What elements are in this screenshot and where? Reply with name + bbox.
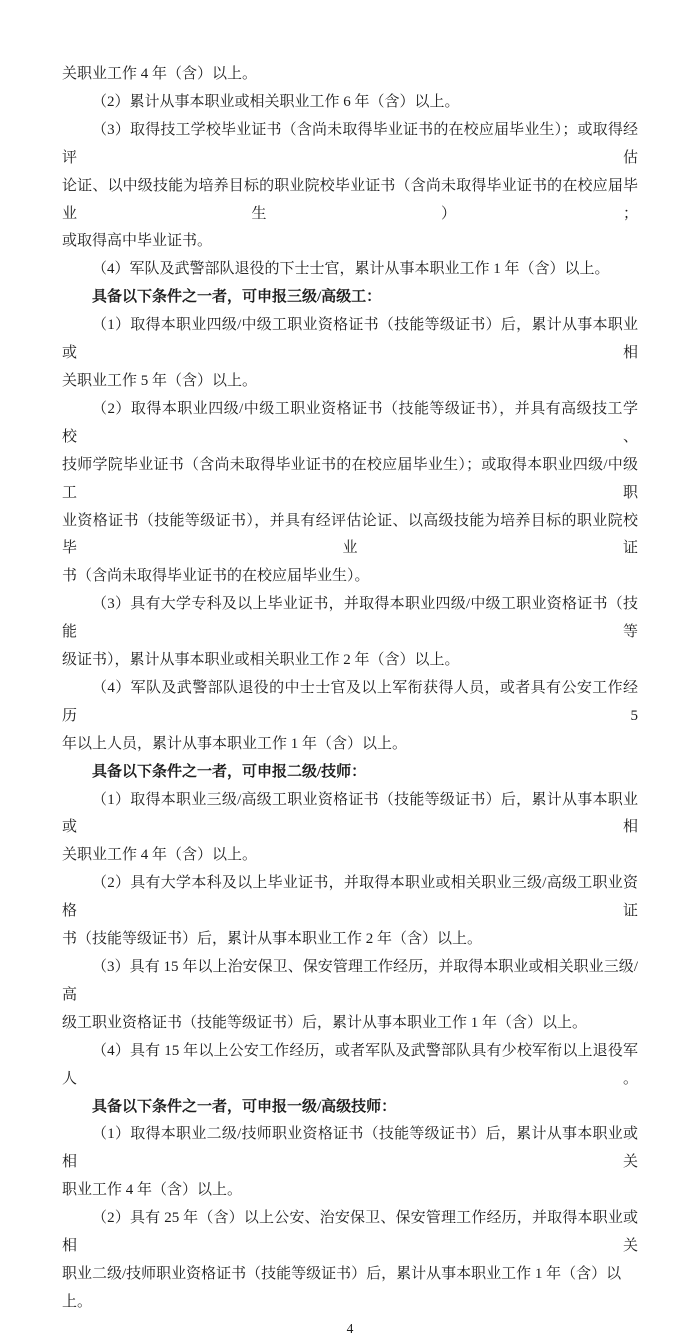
- text-line: 或取得高中毕业证书。: [62, 233, 213, 250]
- document-body: [62, 61, 638, 1317]
- text-line: 级证书），累计从事本职业或相关职业工作 2 年（含）以上。: [62, 652, 460, 669]
- text-line: 关职业工作 5 年（含）以上。: [62, 372, 258, 389]
- text-line: （2）累计从事本职业或相关职业工作 6 年（含）以上。: [92, 93, 460, 110]
- text-line: （2）取得本职业四级/中级工职业资格证书（技能等级证书），并具有高级技工学校、: [62, 400, 638, 445]
- text-line: （4）具有 15 年以上公安工作经历，或者军队及武警部队具有少校军衔以上退役军人。: [62, 1042, 638, 1087]
- text-line: 技师学院毕业证书（含尚未取得毕业证书的在校应届毕业生）；或取得本职业四级/中级工职: [62, 456, 638, 501]
- section-heading: 具备以下条件之一者，可申报一级/高级技师：: [92, 1098, 397, 1115]
- text-line: （2）具有大学本科及以上毕业证书，并取得本职业或相关职业三级/高级工职业资格证: [62, 875, 638, 920]
- text-line: 业资格证书（技能等级证书），并具有经评估论证、以高级技能为培养目标的职业院校毕业证: [62, 512, 638, 557]
- text-line: 职业二级/技师职业资格证书（技能等级证书）后，累计从事本职业工作 1 年（含）以上。: [62, 1265, 622, 1310]
- section-heading: 具备以下条件之一者，可申报三级/高级工：: [92, 289, 382, 306]
- text-line: 职业工作 4 年（含）以上。: [62, 1182, 243, 1199]
- text-line: （3）取得技工学校毕业证书（含尚未取得毕业证书的在校应届毕业生）；或取得经评估: [62, 121, 638, 166]
- text-line: （1）取得本职业四级/中级工职业资格证书（技能等级证书）后，累计从事本职业或相: [62, 317, 638, 362]
- text-line: 论证、以中级技能为培养目标的职业院校毕业证书（含尚未取得毕业证书的在校应届毕业生）；: [62, 177, 638, 222]
- text-line: 书（技能等级证书）后，累计从事本职业工作 2 年（含）以上。: [62, 931, 483, 948]
- text-line: 书（含尚未取得毕业证书的在校应届毕业生）。: [62, 568, 370, 585]
- text-line: （3）具有大学专科及以上毕业证书，并取得本职业四级/中级工职业资格证书（技能等: [62, 596, 638, 641]
- text-line: 关职业工作 4 年（含）以上。: [62, 66, 258, 82]
- text-line: 年以上人员，累计从事本职业工作 1 年（含）以上。: [62, 735, 408, 752]
- text-line: 关职业工作 4 年（含）以上。: [62, 847, 258, 864]
- text-line: （4）军队及武警部队退役的中士士官及以上军衔获得人员，或者具有公安工作经历 5: [62, 679, 638, 724]
- page-number: 4: [346, 1320, 354, 1336]
- text-line: 级工职业资格证书（技能等级证书）后，累计从事本职业工作 1 年（含）以上。: [62, 1014, 588, 1031]
- text-line: （3）具有 15 年以上治安保卫、保安管理工作经历，并取得本职业或相关职业三级/高: [62, 959, 638, 1003]
- text-line: （4）军队及武警部队退役的下士士官，累计从事本职业工作 1 年（含）以上。: [92, 261, 610, 278]
- section-heading: 具备以下条件之一者，可申报二级/技师：: [92, 763, 367, 780]
- text-line: （1）取得本职业二级/技师职业资格证书（技能等级证书）后，累计从事本职业或相关: [62, 1126, 638, 1171]
- text-line: （1）取得本职业三级/高级工职业资格证书（技能等级证书）后，累计从事本职业或相: [62, 791, 638, 836]
- text-line: （2）具有 25 年（含）以上公安、治安保卫、保安管理工作经历，并取得本职业或相关: [62, 1210, 638, 1255]
